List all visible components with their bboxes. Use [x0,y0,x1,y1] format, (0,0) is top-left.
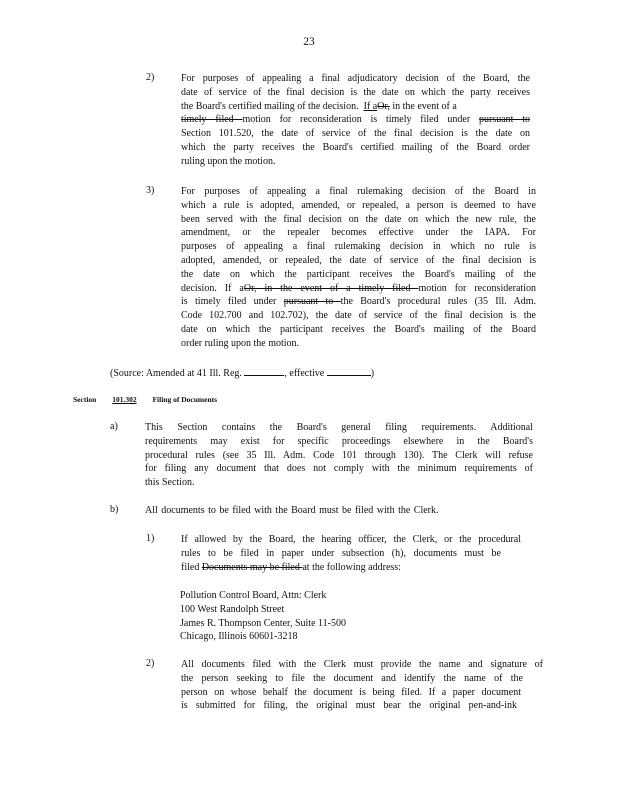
page-number: 23 [303,36,315,48]
text-span: motion for reconsideration [418,282,536,294]
text-line: which the party receives the Board's certified mailing of the Board order [181,141,530,153]
text-line: the person seeking to file the document and identify the name of the [181,672,523,684]
struck-text: pursuant to [478,114,530,126]
text-line: this Section. [145,477,195,489]
text-line: If allowed by the Board, the hearing officer, the Clerk, or the procedural [181,534,521,545]
text-line: ruling upon the motion. [181,155,276,167]
text-line [181,113,530,127]
text-line: amendment, or the repealer becomes effective under the IAPA. For [181,227,536,239]
text-line: Code 102.700 and 102.702), the date of service of the final decision is the [181,310,536,322]
text-line: order ruling upon the motion. [181,337,300,349]
text-span: in the event of a [389,100,457,112]
para-b-text: All documents to be filed with the Board must be filed with the Clerk. [145,505,439,516]
para-b2-number: 2) [146,658,155,669]
section-title: Filing of Documents [152,395,218,404]
section-label: Section [73,395,97,404]
text-line: For purposes of appealing a final rulemaking decision of the Board in [181,186,536,197]
struck-text: Or, in the event of a timely filed [243,282,419,294]
text-line: for filing any document that does not comply with the minimum requirements of [145,463,533,475]
struck-text: Or, [377,100,390,112]
text-line: Section 101.520, the date of service of the final decision is the date on [181,128,530,140]
address-line: Chicago, Illinois 60601-3218 [180,631,298,643]
para-a-number: a) [110,421,118,432]
item-2-text [181,72,530,169]
text-line: date of service of the final decision is the date on which the party receives [181,86,530,98]
para-b-number: b) [110,504,119,515]
address-line: 100 West Randolph Street [180,603,285,615]
address-line: Pollution Control Board, Attn: Clerk [180,590,327,601]
text-line: date on which the participant receives the Board's mailing of the Board [181,323,536,335]
text-line: adopted, amended, or repealed, the date of service of the final decision is [181,254,536,266]
para-a-text [145,421,533,490]
source-note [110,366,374,381]
text-line: is submitted for filing, the original must bear the original pen-and-ink [181,700,517,712]
text-span: is timely filed under [181,296,284,308]
text-span: the Board's certified mailing of the decision. [181,100,359,112]
text-line: For purposes of appealing a final adjudicatory decision of the Board, the [181,73,530,84]
struck-text: Documents may be filed [201,561,303,573]
clerk-address [180,589,346,644]
section-heading [73,395,231,404]
text-span: at the following address: [302,561,401,573]
text-line: the date on which the participant receives the Board's mailing of the [181,268,536,280]
source-suffix: ) [370,368,375,379]
text-span: decision. If a [181,282,244,294]
source-mid: , effective [284,368,325,379]
item-2-number: 2) [146,72,155,83]
struck-text: timely filed [181,114,243,126]
text-line: This Section contains the Board's general filing requirements. Additional [145,422,533,433]
blank-line [244,366,284,376]
text-line [181,100,530,114]
struck-text: pursuant to [283,296,341,308]
text-line: purposes of appealing a final rulemaking decision in which no rule is [181,241,536,253]
address-line: James R. Thompson Center, Suite 11-500 [180,617,346,629]
text-span: filed [181,561,202,573]
text-line: person on whose behalf the document is being filed. If a paper document [181,686,521,698]
section-number: 101.302 [112,395,137,404]
para-b1-text [181,533,521,574]
text-line: requirements may exist for specific proceedings elsewhere in the Board's [145,435,533,447]
blank-line [327,366,371,376]
para-b1-number: 1) [146,533,155,544]
inserted-text: If a [363,100,378,112]
text-line [181,282,536,296]
item-3-number: 3) [146,185,155,196]
text-span: the Board's procedural rules (35 Ill. Adm. [340,296,536,308]
item-3-text [181,185,536,351]
text-line: All documents filed with the Clerk must provide the name and signature of [181,659,543,670]
text-line: procedural rules (see 35 Ill. Adm. Code 101 through 130). The Clerk will refuse [145,449,533,461]
text-line: which a rule is adopted, amended, or repealed, a person is deemed to have [181,199,536,211]
text-line [181,295,536,309]
text-line [181,561,521,575]
source-prefix: (Source: Amended at 41 Ill. Reg. [110,368,242,379]
para-b2-text [181,658,543,713]
text-span: motion for reconsideration is timely filed under [242,114,479,126]
text-line: been served with the final decision on the date on which the new rule, the [181,213,536,225]
text-line: rules to be filed in paper under subsection (h), documents must be [181,547,501,559]
